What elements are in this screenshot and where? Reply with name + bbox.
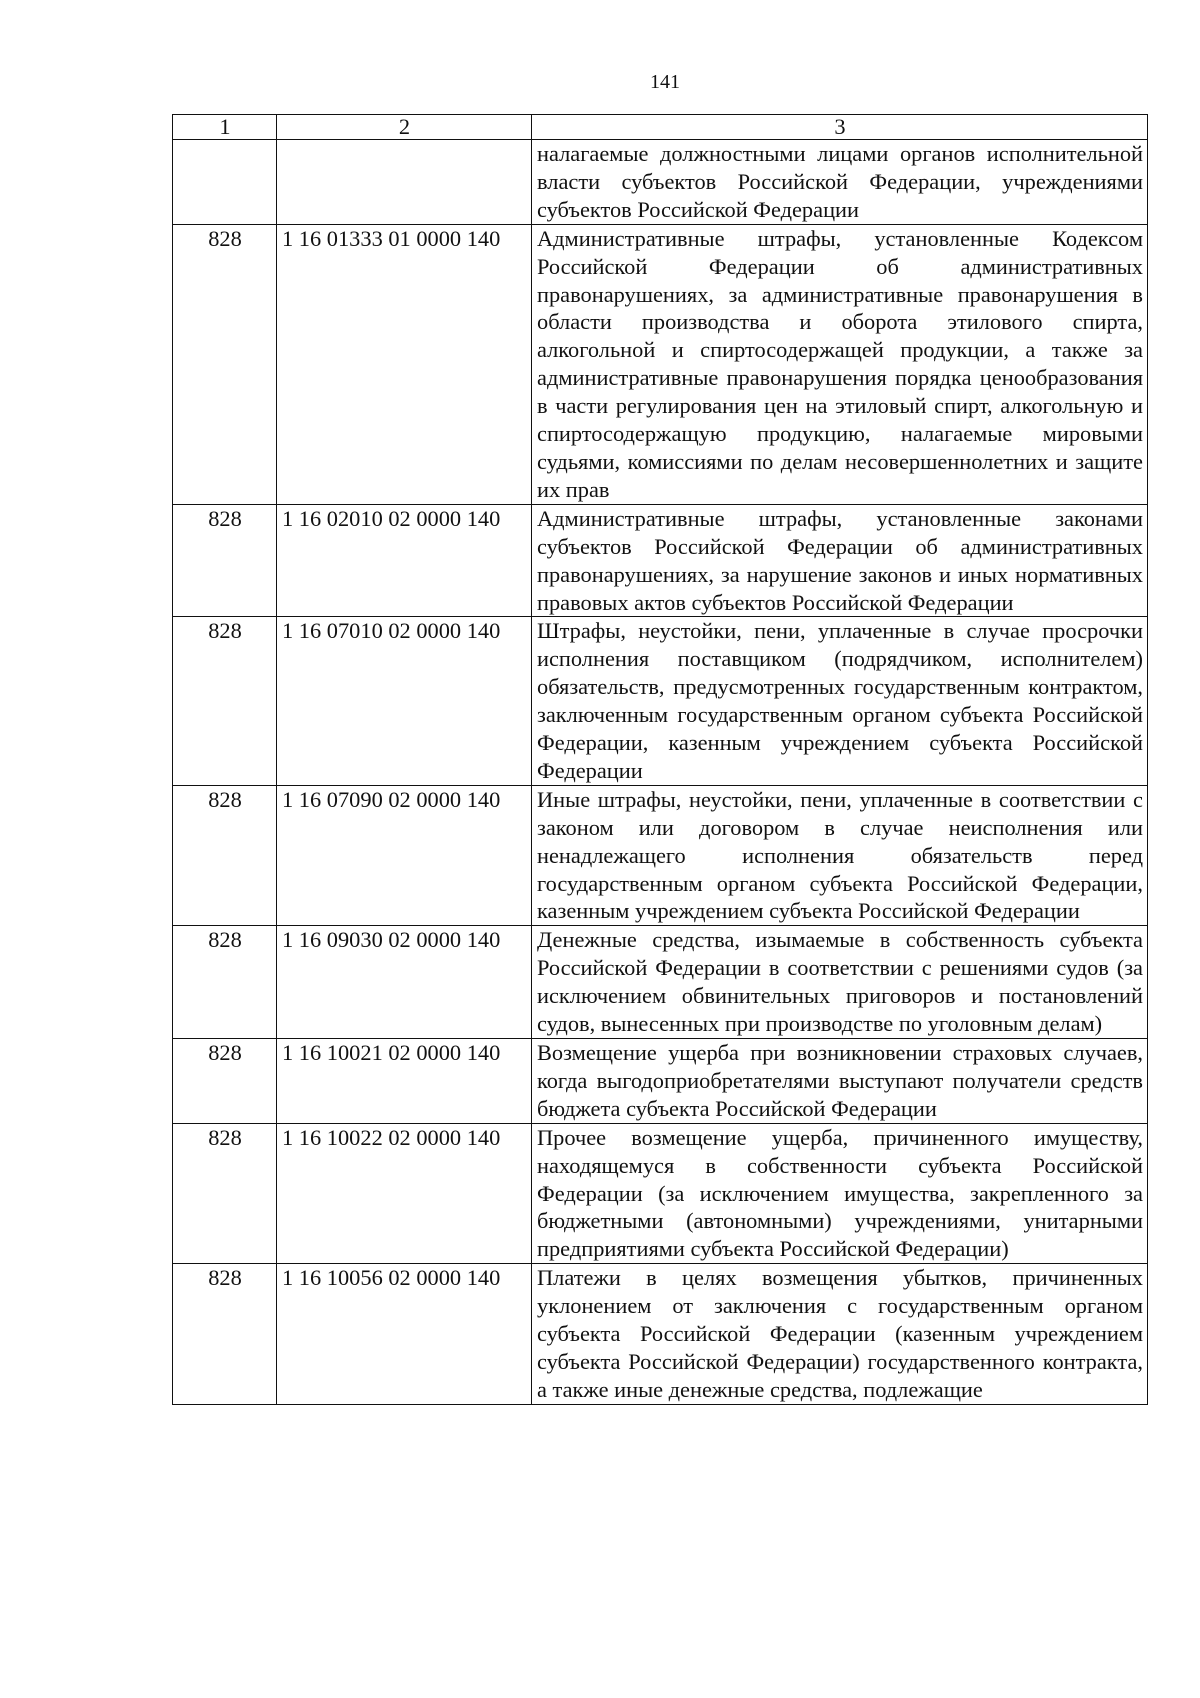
table-row (173, 504, 1148, 617)
admin-code-cell: 828 (173, 504, 277, 617)
budget-classification-table (172, 114, 1148, 1405)
table-row (173, 140, 1148, 225)
table-row (173, 1123, 1148, 1264)
column-header-3: 3 (532, 115, 1148, 140)
budget-code-cell: 1 16 10056 02 0000 140 (277, 1264, 532, 1405)
description-cell: Платежи в целях возмещения убытков, причиненных уклонением от заключения с государственным органом субъекта Российской Федерации (казенным учреждением субъекта Российской Федерации) государственного контракта, а также иные денежные средства, подлежащие (532, 1264, 1148, 1405)
admin-code-cell: 828 (173, 224, 277, 504)
description-cell: Административные штрафы, установленные Кодексом Российской Федерации об административных правонарушениях, за административные правонарушения в области производства и оборота этилового спирта, алкогольной и спиртосодержащей продукции, а также за административные правонарушения порядка ценообразования в части регулирования цен на этиловый спирт, алкогольную и спиртосодержащую продукцию, налагаемые мировыми судьями, комиссиями по делам несовершеннолетних и защите их прав (532, 224, 1148, 504)
budget-code-cell: 1 16 02010 02 0000 140 (277, 504, 532, 617)
admin-code-cell: 828 (173, 1039, 277, 1124)
table-row (173, 1264, 1148, 1405)
admin-code-cell: 828 (173, 926, 277, 1039)
page-number: 141 (650, 71, 680, 93)
budget-code-cell: 1 16 01333 01 0000 140 (277, 224, 532, 504)
table-row (173, 224, 1148, 504)
table-row (173, 785, 1148, 926)
description-cell: Иные штрафы, неустойки, пени, уплаченные в соответствии с законом или договором в случае неисполнения или ненадлежащего исполнения обязательств перед государственным органом субъекта Российской Федерации, казенным учреждением субъекта Российской Федерации (532, 785, 1148, 926)
column-header-2: 2 (277, 115, 532, 140)
description-cell: Денежные средства, изымаемые в собственность субъекта Российской Федерации в соответствии с решениями судов (за исключением обвинительных приговоров и постановлений судов, вынесенных при производстве по уголовным делам) (532, 926, 1148, 1039)
admin-code-cell: 828 (173, 785, 277, 926)
budget-code-cell: 1 16 10021 02 0000 140 (277, 1039, 532, 1124)
description-cell: Возмещение ущерба при возникновении страховых случаев, когда выгодоприобретателями выступают получатели средств бюджета субъекта Российской Федерации (532, 1039, 1148, 1124)
description-cell: Административные штрафы, установленные законами субъектов Российской Федерации об административных правонарушениях, за нарушение законов и иных нормативных правовых актов субъектов Российской Федерации (532, 504, 1148, 617)
budget-code-cell (277, 140, 532, 225)
budget-code-cell: 1 16 07010 02 0000 140 (277, 617, 532, 785)
admin-code-cell (173, 140, 277, 225)
admin-code-cell: 828 (173, 1264, 277, 1405)
budget-code-cell: 1 16 09030 02 0000 140 (277, 926, 532, 1039)
table-header-row (173, 115, 1148, 140)
description-cell: Штрафы, неустойки, пени, уплаченные в случае просрочки исполнения поставщиком (подрядчиком, исполнителем) обязательств, предусмотренных государственным контрактом, заключенным государственным органом субъекта Российской Федерации, казенным учреждением субъекта Российской Федерации (532, 617, 1148, 785)
column-header-1: 1 (173, 115, 277, 140)
admin-code-cell: 828 (173, 1123, 277, 1264)
admin-code-cell: 828 (173, 617, 277, 785)
budget-code-cell: 1 16 07090 02 0000 140 (277, 785, 532, 926)
table-row (173, 926, 1148, 1039)
budget-code-cell: 1 16 10022 02 0000 140 (277, 1123, 532, 1264)
table-row (173, 617, 1148, 785)
table-row (173, 1039, 1148, 1124)
description-cell: Прочее возмещение ущерба, причиненного имуществу, находящемуся в собственности субъекта Российской Федерации (за исключением имущества, закрепленного за бюджетными (автономными) учреждениями, унитарными предприятиями субъекта Российской Федерации) (532, 1123, 1148, 1264)
description-cell: налагаемые должностными лицами органов исполнительной власти субъектов Российской Федерации, учреждениями субъектов Российской Федерации (532, 140, 1148, 225)
